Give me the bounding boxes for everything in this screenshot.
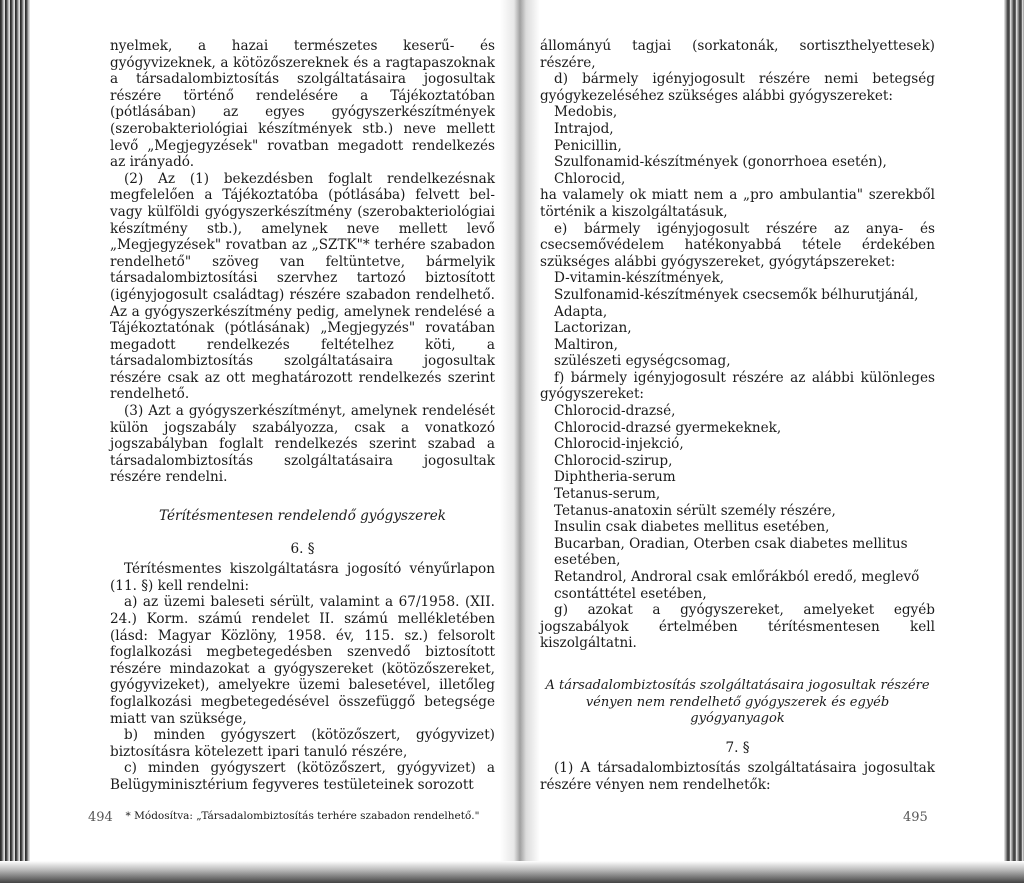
drug-list-f: [540, 403, 935, 602]
paragraph-2: (2) Az (1) bekezdésben foglalt rendelkezésnak megfelelően a Tájékoztatóba (pótlásába) felvett bel- vagy külföldi gyógyszerkészítmény (szerobakteriológiai készítmény stb.), amelynek neve mellett levő „Megjegyzések" rovatban az „SZTK"* terhére szabadon rendelhető" szöveg van feltüntetve, bármelyik társadalombiztosítási szervhez tartozó biztosított (igényjogosult családtag) részére szabadon rendelhető. Az a gyógyszerkészítmény pedig, amelynek rendelésé a Tájékoztatónak (pótlásának) „Megjegyzés" rovatában megadott rendelkezés feltételhez köti, a társadalombiztosítás szolgáltatásaira jogosultak részére csak az ott meghatározott rendelkezés szerint rendelhető.: [110, 170, 495, 403]
footnote: * Módosítva: „Társadalombiztosítás terhére szabadon rendelhető.": [125, 809, 480, 822]
paragraph-1: nyelmek, a hazai természetes keserű- és gyógyvizeknek, a kötözőszereknek és a ragtapaszoknak a társadalombiztosítás szolgáltatásaira jogosultak részére történő rendelésére a Tájékoztatóban (pótlásában) az egyes gyógyszerkészítmények (szerobakteriológiai készítmények stb.) neve mellett levő „Megjegyzések" rovatban megadott rendelkezés az irányadó.: [110, 38, 495, 171]
list-item-a: a) az üzemi baleseti sérült, valamint a 67/1958. (XII. 24.) Korm. számú rendelet II. számú mellékletében (lásd: Magyar Közlöny, 1958. év, 115. sz.) felsorolt foglalkozási megbetegedésben szenvedő biztosított részére mindazokat a gyógyszereket (kötözőszereket, gyógyvizeket), amelyekre üzemi balesetével, illetőleg foglalkozási megbetegedésével összefüggő betegsége miatt van szüksége,: [110, 594, 495, 727]
book-edge-right: [1004, 0, 1024, 883]
list-item-c: c) minden gyógyszert (kötözőszert, gyógyvizet) a Belügyminisztérium fegyveres testületeinek sorozott: [110, 760, 495, 793]
book-bottom-edge: [0, 861, 1024, 883]
list-entry: Penicillin,: [554, 137, 622, 154]
list-entry: Insulin csak diabetes mellitus esetében,: [554, 519, 830, 536]
list-entry: szülészeti egységcsomag,: [554, 353, 731, 370]
drug-list-d: [540, 104, 935, 187]
list-entry: Diphtheria-serum: [554, 469, 676, 486]
section-intro: Térítésmentes kiszolgáltatásra jogosító vényűrlapon (11. §) kell rendelni:: [110, 561, 495, 594]
list-item-d-tail: ha valamely ok miatt nem a „pro ambulantia" szerekből történik a kiszolgáltatásuk,: [540, 187, 935, 220]
list-entry: Szulfonamid-készítmények (gonorrhoea esetén),: [554, 154, 887, 171]
list-item-d: d) bármely igényjogosult részére nemi betegség gyógykezeléséhez szükséges alábbi gyógyszereket:: [540, 71, 935, 104]
list-entry: Bucarban, Oradian, Oterben csak diabetes mellitus esetében,: [554, 535, 908, 569]
list-item-g: g) azokat a gyógyszereket, amelyeket egyéb jogszabályok értelmében térítésmentesen kell kiszolgáltatni.: [540, 602, 935, 652]
section-heading: Térítésmentesen rendelendő gyógyszerek: [159, 508, 446, 525]
list-entry: Intrajod,: [554, 120, 614, 137]
book-edge-left: [0, 0, 30, 883]
section-text: (1) A társadalombiztosítás szolgáltatásaira jogosultak részére vényen nem rendelhetők:: [540, 760, 935, 793]
section-number: 6. §: [290, 540, 315, 557]
list-entry: Retandrol, Androral csak emlőrákból eredő, meglevő csontáttétel esetében,: [554, 569, 920, 602]
list-entry: D-vitamin-készítmények,: [554, 270, 725, 287]
section-heading: A társadalombiztosítás szolgáltatásaira jogosultak részére vényen nem rendelhető gyógyszerek és egyéb gyógyanyagok: [545, 677, 930, 727]
list-item-b: b) minden gyógyszert (kötözőszert, gyógyvizet) biztosításra kötelezett ipari tanuló részére,: [110, 727, 495, 760]
list-entry: Tetanus-anatoxin sérült személy részére,: [554, 502, 836, 519]
list-entry: Chlorocid-szirup,: [554, 452, 673, 469]
section-number: 7. §: [725, 739, 750, 756]
paragraph-3: (3) Azt a gyógyszerkészítményt, amelynek rendelését külön jogszabály szabályozza, csak a vonatkozó jogszabályban foglalt rendelkezés szerint szabad a társadalombiztosítás szolgáltatásaira jogosultak részére rendelni.: [110, 403, 495, 486]
list-entry: Chlorocid-injekció,: [554, 436, 684, 453]
page-number-right: 495: [903, 810, 928, 825]
left-page: [110, 38, 495, 824]
list-entry: Chlorocid-drazsé,: [554, 403, 676, 420]
list-entry: Maltiron,: [554, 336, 618, 353]
list-item-f: f) bármely igényjogosult részére az alábbi különleges gyógyszereket:: [540, 369, 935, 403]
list-entry: Tetanus-serum,: [554, 486, 661, 503]
list-entry: Szulfonamid-készítmények csecsemők bélhurutjánál,: [554, 286, 919, 303]
list-entry: Chlorocid,: [554, 170, 626, 187]
list-item-e: e) bármely igényjogosult részére az anya- és csecsemővédelem hatékonyabbá tétele érdekében szükséges alábbi gyógyszereket, gyógytápszereket:: [540, 220, 935, 270]
list-entry: Medobis,: [554, 104, 618, 121]
page-number-left: 494: [88, 810, 113, 825]
list-entry: Chlorocid-drazsé gyermekeknek,: [554, 419, 782, 436]
drug-list-e: [540, 270, 935, 370]
continuation-text: állományú tagjai (sorkatonák, sortiszthelyettesek) részére,: [540, 38, 935, 71]
list-entry: Lactorizan,: [554, 320, 632, 337]
book-gutter: [500, 0, 540, 883]
list-entry: Adapta,: [554, 303, 608, 320]
right-page: [540, 38, 935, 794]
